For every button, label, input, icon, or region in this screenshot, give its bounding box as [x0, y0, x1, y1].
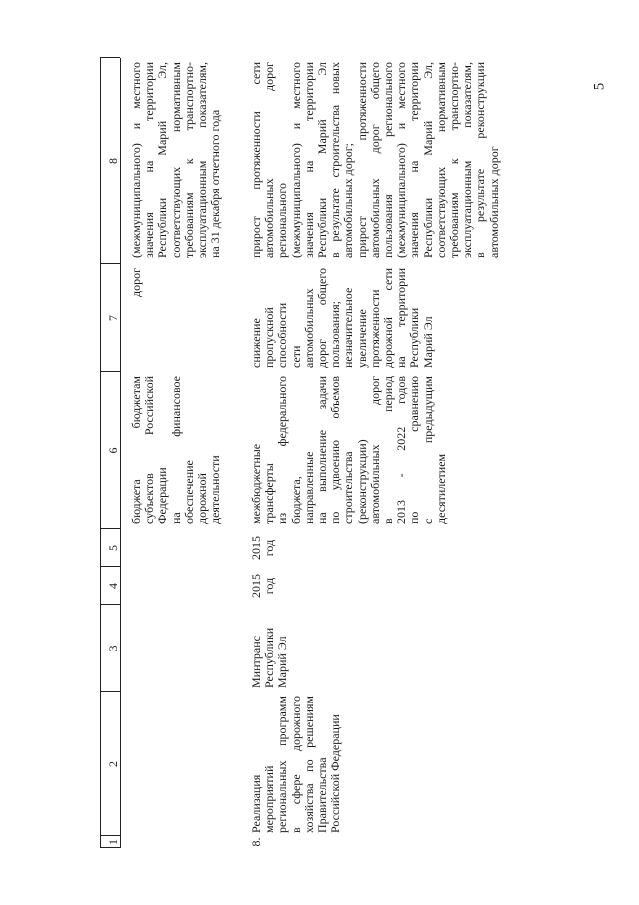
cell-line: из федерального — [275, 376, 290, 524]
cell-line: Республики — [407, 307, 422, 368]
cell-line: дорожной сети — [381, 268, 396, 368]
cell-line: Республики — [262, 627, 277, 688]
header-col-4: 4 — [106, 583, 120, 589]
cell-line: на финансовое — [168, 376, 183, 524]
cell-line: (реконструкции) — [354, 439, 369, 524]
cell-line: значения на территории — [142, 62, 157, 258]
cell-line: (межмуниципального) и местного — [288, 62, 303, 258]
cell-line: незначительное — [341, 287, 356, 368]
cell-line: год — [262, 577, 277, 595]
cell-line: регионального — [275, 182, 290, 258]
header-col-5: 5 — [106, 545, 120, 551]
cell-line: в результате реконструкции — [473, 62, 488, 258]
cell-line: 2015 — [249, 536, 263, 560]
table — [100, 58, 520, 848]
row8-col-6 — [250, 376, 448, 524]
cell-line: Республики Марий Эл — [315, 62, 330, 258]
cell-line: пропускной — [262, 307, 277, 368]
cell-line: на 31 декабря отчетного года — [208, 109, 223, 258]
cell-line: (межмуниципального) и местного — [394, 62, 409, 258]
row8-col-8 — [250, 62, 501, 258]
table-rule — [100, 58, 101, 848]
cell-line: Республики Марий Эл, — [420, 62, 435, 258]
cont-col-7 — [130, 268, 143, 316]
cell-line: 2015 — [249, 574, 263, 598]
cell-line: по удвоению объемов — [328, 376, 343, 524]
cell-line: Республики Марий Эл, — [155, 62, 170, 258]
cell-line: десятилетием — [433, 453, 448, 524]
header-col-7: 7 — [106, 315, 120, 321]
row8-col-7 — [250, 268, 435, 368]
page-number: 5 — [591, 82, 608, 91]
header-col-2: 2 — [106, 761, 120, 767]
cell-line: автомобильных дорог — [486, 146, 501, 258]
cell-line: по сравнению — [407, 376, 422, 524]
cell-line: 2013 - 2022 годов — [394, 376, 409, 524]
cell-line: протяженности — [367, 289, 382, 368]
cell-line: Правительства — [315, 757, 330, 833]
row8-col-5 — [250, 529, 276, 567]
cell-line: значения на территории — [407, 62, 422, 258]
cell-line: трансферты — [262, 463, 277, 524]
cell-line: Марий Эл — [420, 316, 435, 368]
cell-line: дорог — [129, 268, 143, 298]
cell-line: автомобильных дорог — [262, 62, 277, 258]
header-col-8: 8 — [106, 158, 120, 164]
cell-line: на выполнение задачи — [315, 376, 330, 524]
cell-line: снижение — [249, 318, 263, 368]
cell-line: на территории — [394, 268, 409, 368]
cell-line: автомобильных дорог; — [341, 143, 356, 258]
cell-line: год — [262, 539, 277, 557]
cell-line: мероприятий — [262, 765, 277, 833]
cell-line: субъектов Российской — [142, 376, 157, 524]
cell-line: автомобильных — [301, 288, 316, 368]
cell-line: в период — [381, 376, 396, 524]
cell-line: требованиям к транспортно- — [181, 62, 196, 258]
cell-line: дорог общего — [315, 268, 330, 368]
cell-line: строительства — [341, 451, 356, 524]
cell-line: (межмуниципального) и местного — [129, 62, 143, 258]
cell-line: Российской Федерации — [328, 714, 343, 833]
cont-col-8 — [130, 62, 222, 258]
header-col-3: 3 — [106, 645, 120, 652]
cell-line: способности — [275, 302, 290, 368]
cell-line: прирост протяженности — [354, 62, 369, 258]
cell-line: направленные — [301, 451, 316, 524]
cell-line: дорожной — [195, 473, 210, 524]
cell-line: в результате строительства новых — [328, 62, 343, 258]
cell-line: региональных программ — [275, 696, 290, 833]
cell-line: автомобильных дорог общего — [367, 62, 382, 258]
cell-line: эксплуатационным показателям, — [460, 62, 475, 258]
cell-line: требованиям к транспортно- — [447, 62, 462, 258]
cell-line: деятельности — [208, 455, 223, 524]
cell-line: в сфере дорожного — [288, 696, 303, 833]
cell-line: автомобильных дорог — [367, 376, 382, 524]
cell-line: Минтранс — [249, 636, 263, 688]
cell-line: хозяйства по решениям — [301, 696, 316, 833]
header-col-6: 6 — [106, 447, 120, 454]
row8-col-3 — [250, 608, 290, 688]
cell-line: увеличение — [354, 309, 369, 368]
row8-col-4 — [250, 567, 276, 605]
cell-line: пользования; — [328, 301, 343, 368]
cell-line: значения на территории — [301, 62, 316, 258]
cont-col-6 — [130, 376, 222, 524]
cell-line: Федерации — [155, 467, 170, 524]
header-col-1: 1 — [106, 839, 120, 845]
cell-line: сети — [288, 345, 303, 368]
cell-line: межбюджетные — [249, 443, 263, 524]
cell-line: с предыдущим — [420, 376, 435, 524]
cell-line: бюджета бюджетам — [129, 376, 143, 524]
cell-line: соответствующих нормативным — [433, 62, 448, 258]
row-number: 8. — [249, 837, 263, 847]
cell-line: обеспечение — [181, 460, 196, 524]
cell-line: Реализация — [249, 774, 263, 833]
cell-line: эксплуатационным показателям, — [195, 62, 210, 258]
cell-line: бюджета, — [288, 476, 303, 524]
cell-line: прирост протяженности сети — [249, 62, 263, 258]
cell-line: Марий Эл — [275, 636, 290, 688]
row8-col-2 — [250, 696, 342, 833]
cell-line: соответствующих нормативным — [168, 62, 183, 258]
cell-line: пользования регионального — [381, 62, 396, 258]
